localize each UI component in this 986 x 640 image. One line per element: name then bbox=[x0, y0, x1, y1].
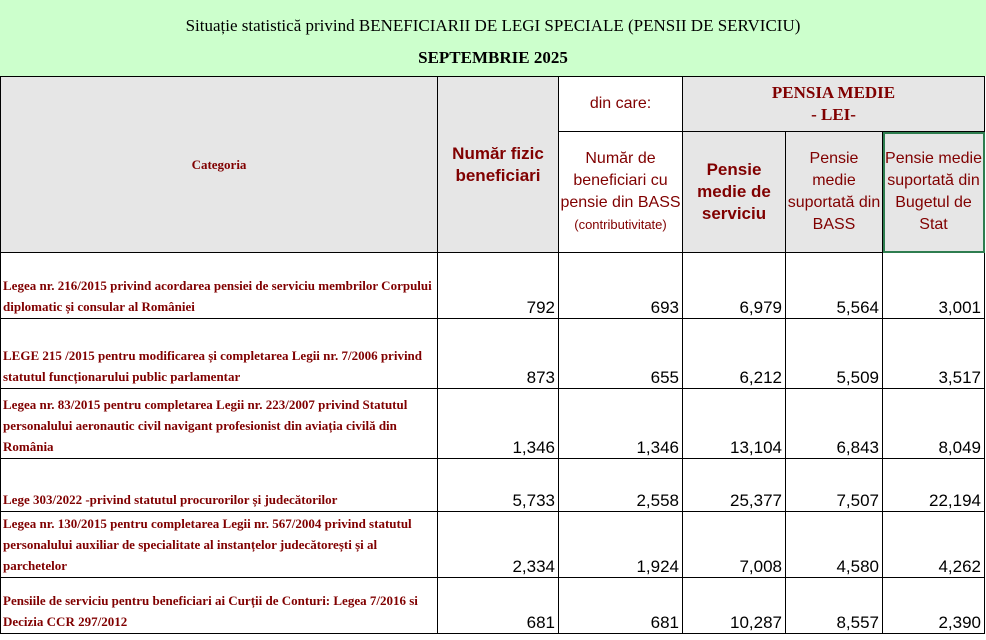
header-numar-bass-label: Număr de beneficiari cu pensie din BASS bbox=[560, 150, 681, 211]
row-pensie-serviciu: 6,979 bbox=[683, 253, 786, 319]
row-pensie-bass: 7,507 bbox=[786, 459, 883, 512]
row-pensie-buget: 4,262 bbox=[883, 512, 985, 578]
table-row bbox=[1, 389, 985, 459]
header-categoria: Categoria bbox=[1, 77, 438, 253]
row-pensie-serviciu: 10,287 bbox=[683, 578, 786, 634]
header-pensia-medie bbox=[683, 77, 985, 132]
row-numar-fizic: 5,733 bbox=[438, 459, 559, 512]
header-numar-bass-note: (contributivitate) bbox=[574, 217, 667, 232]
row-pensie-bass: 5,564 bbox=[786, 253, 883, 319]
row-pensie-bass: 5,509 bbox=[786, 319, 883, 389]
table-row bbox=[1, 253, 985, 319]
row-categoria: Legea nr. 216/2015 privind acordarea pensiei de serviciu membrilor Corpului diplomatic și consular al României bbox=[1, 253, 438, 319]
row-pensie-bass: 8,557 bbox=[786, 578, 883, 634]
row-pensie-serviciu: 7,008 bbox=[683, 512, 786, 578]
table-row bbox=[1, 578, 985, 634]
header-pensie-serviciu: Pensie medie de serviciu bbox=[683, 132, 786, 253]
row-pensie-serviciu: 25,377 bbox=[683, 459, 786, 512]
row-pensie-buget: 2,390 bbox=[883, 578, 985, 634]
row-numar-bass: 693 bbox=[559, 253, 683, 319]
report-title: Situație statistică privind BENEFICIARII DE LEGI SPECIALE (PENSII DE SERVICIU) bbox=[185, 16, 801, 35]
table-row bbox=[1, 459, 985, 512]
row-pensie-buget: 3,517 bbox=[883, 319, 985, 389]
header-pensie-buget: Pensie medie suportată din Bugetul de Stat bbox=[883, 132, 985, 253]
header-lei-label: - LEI- bbox=[811, 105, 856, 124]
header-numar-fizic: Număr fizic beneficiari bbox=[438, 77, 559, 253]
row-pensie-serviciu: 13,104 bbox=[683, 389, 786, 459]
row-numar-bass: 1,924 bbox=[559, 512, 683, 578]
header-pensia-medie-label: PENSIA MEDIE bbox=[771, 83, 896, 102]
row-numar-fizic: 1,346 bbox=[438, 389, 559, 459]
row-categoria: LEGE 215 /2015 pentru modificarea și completarea Legii nr. 7/2006 privind statutul funcționarului public parlamentar bbox=[1, 319, 438, 389]
row-pensie-bass: 6,843 bbox=[786, 389, 883, 459]
statistics-table bbox=[0, 76, 985, 634]
row-numar-fizic: 681 bbox=[438, 578, 559, 634]
row-numar-bass: 681 bbox=[559, 578, 683, 634]
row-categoria: Pensiile de serviciu pentru beneficiari ai Curții de Conturi: Legea 7/2016 si Decizia CCR 297/2012 bbox=[1, 578, 438, 634]
row-numar-bass: 655 bbox=[559, 319, 683, 389]
row-categoria: Lege 303/2022 -privind statutul procurorilor și judecătorilor bbox=[1, 459, 438, 512]
row-pensie-bass: 4,580 bbox=[786, 512, 883, 578]
header-din-care: din care: bbox=[559, 77, 683, 132]
row-numar-fizic: 2,334 bbox=[438, 512, 559, 578]
row-numar-fizic: 873 bbox=[438, 319, 559, 389]
table-row bbox=[1, 512, 985, 578]
row-pensie-serviciu: 6,212 bbox=[683, 319, 786, 389]
row-pensie-buget: 22,194 bbox=[883, 459, 985, 512]
row-categoria: Legea nr. 130/2015 pentru completarea Legii nr. 567/2004 privind statutul personalului auxiliar de specialitate al instanțelor judecătorești și al parchetelor bbox=[1, 512, 438, 578]
report-period: SEPTEMBRIE 2025 bbox=[418, 48, 568, 67]
row-numar-bass: 2,558 bbox=[559, 459, 683, 512]
row-categoria: Legea nr. 83/2015 pentru completarea Legii nr. 223/2007 privind Statutul personalului aeronautic civil navigant profesionist din aviația civilă din România bbox=[1, 389, 438, 459]
header-pensie-bass: Pensie medie suportată din BASS bbox=[786, 132, 883, 253]
header-numar-bass bbox=[559, 132, 683, 253]
title-band bbox=[0, 0, 986, 76]
row-pensie-buget: 8,049 bbox=[883, 389, 985, 459]
table-row bbox=[1, 319, 985, 389]
row-numar-bass: 1,346 bbox=[559, 389, 683, 459]
row-pensie-buget: 3,001 bbox=[883, 253, 985, 319]
row-numar-fizic: 792 bbox=[438, 253, 559, 319]
